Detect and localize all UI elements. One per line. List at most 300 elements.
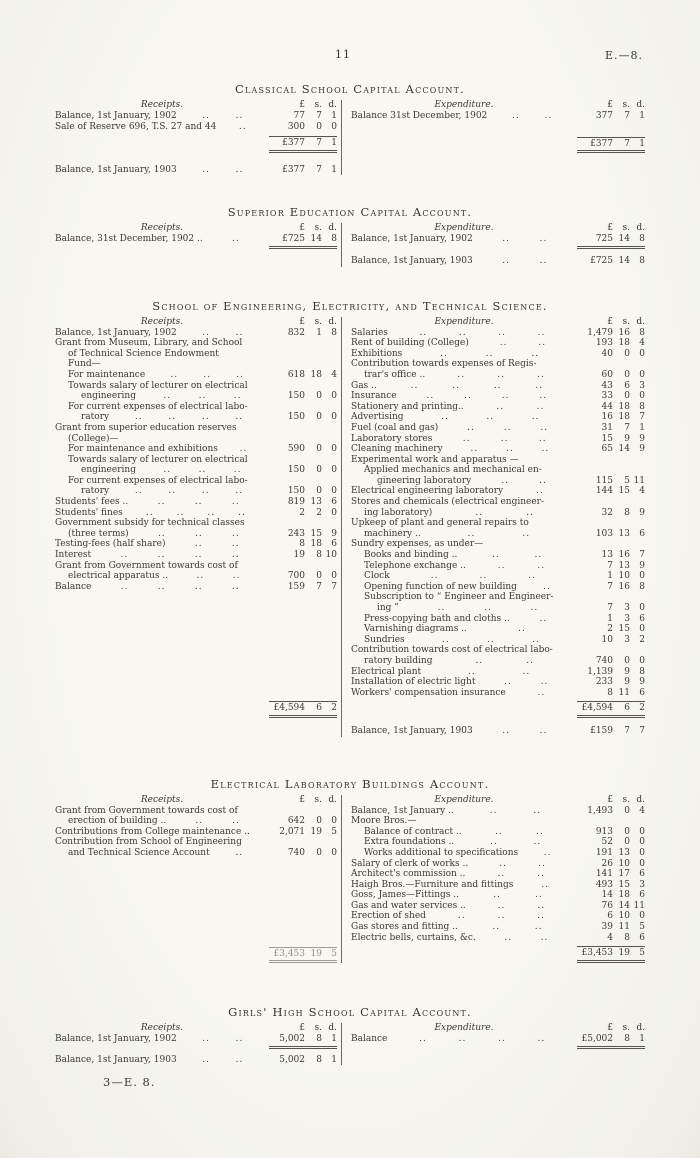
leader-dots: .. .. [502,725,548,736]
pence-heading: d. [328,794,337,805]
row-label: Contributions from College maintenance .. [55,826,250,837]
ledger-table [55,1023,645,1065]
total-row [55,135,337,153]
ledger-row [351,476,645,487]
amount-pence: 1 [639,1034,645,1045]
amount-shillings: 7 [316,111,322,121]
ledger-row [351,806,645,817]
amount-pounds: 144 [595,486,613,497]
amount [269,947,337,964]
leader-dots: .. .. .. .. [426,391,548,402]
row-label: Contribution towards expenses of Regis- [351,359,537,370]
amount-pounds: 60 [601,369,613,380]
amount-pence: 8 [639,327,645,338]
amount-pence: 9 [639,560,645,571]
ledger-row [55,806,337,817]
amount-pounds: 65 [601,444,613,455]
amount [577,402,645,413]
shillings-heading: s. [622,223,630,234]
amount-shillings: 3 [624,613,630,624]
amount-pounds: £4,594 [581,703,613,714]
ledger-row [55,412,337,423]
ledger-row [351,816,645,827]
leader-dots: .. .. [202,1034,244,1045]
amount-shillings: 15 [618,879,630,890]
amount-pence: 0 [639,655,645,666]
amount-pounds: 725 [595,234,613,245]
expenditure-rows [351,111,645,153]
ledger-row [351,370,645,381]
amount-pounds: 39 [601,922,613,933]
row-label: ing ” [377,603,399,613]
amount-shillings: 0 [316,816,322,827]
total-row [55,700,337,718]
amount-pence: 6 [331,539,337,550]
amount-pounds: 2,071 [279,826,305,837]
document-reference: E.—8. [604,49,643,62]
leader-dots: .. .. .. [170,369,244,380]
amount [577,677,645,688]
leader-dots: .. .. .. [457,911,545,922]
amount [577,381,645,392]
amount-shillings: 1 [316,327,322,338]
ledger-row [351,848,645,859]
amount-pence: 7 [331,581,337,592]
ledger-row [55,529,337,540]
ledger-row [55,165,337,176]
amount-shillings: 6 [624,380,630,391]
ledger-row [351,455,645,466]
row-label: Students' fines [55,507,123,518]
amount-pounds: 590 [287,444,305,455]
receipts-column [55,317,342,737]
total-row [351,700,645,718]
row-label: ing laboratory) [364,507,433,518]
receipts-rows [55,1034,337,1065]
amount-pence: 5 [639,948,645,959]
amount-pence: 0 [639,391,645,402]
row-label: Press-copying bath and cloths .. [364,613,510,624]
leader-dots: .. .. .. .. [120,581,240,592]
amount-shillings: 18 [310,369,322,380]
row-label: Advertising [351,412,404,423]
amount [577,486,645,497]
ledger-table [55,795,645,964]
ledger-row [351,561,645,572]
amount-shillings: 15 [310,528,322,539]
pound-heading: £ [299,316,305,327]
leader-dots: .. .. .. [157,528,240,539]
amount [577,701,645,718]
ledger-row [55,359,337,370]
amount-pence: 7 [639,550,645,561]
amount [577,869,645,880]
leader-dots: .. [238,121,247,132]
row-label: Upkeep of plant and general repairs to [351,518,529,529]
amount-shillings: 10 [618,571,630,582]
amount-pence: 0 [331,847,337,858]
leader-dots: .. .. [502,234,548,245]
ledger-row [55,349,337,360]
row-label: (College)— [68,433,119,444]
ledger-row [351,603,645,614]
amount [577,624,645,635]
row-label: Balance, 1st January, 1902 [55,327,177,338]
ledger-row [351,412,645,423]
leader-dots: .. [541,879,550,890]
ledger-row [351,486,645,497]
shillings-heading: s. [314,223,322,234]
amount [269,1055,337,1066]
account-girls-high-school [55,1005,645,1065]
leader-dots: .. .. .. .. [120,550,240,561]
currency-columns-heading [269,317,337,328]
ledger-row [351,256,645,267]
account-school-of-engineering [55,299,645,737]
amount-shillings: 16 [618,550,630,561]
amount [269,571,337,582]
row-label: Installation of electric light [351,677,476,688]
amount-shillings: 18 [618,401,630,412]
ledger-row [55,539,337,550]
row-label: Testing-fees (half share) [55,539,166,550]
amount-pounds: 77 [293,111,305,121]
amount [577,848,645,859]
amount-shillings: 18 [618,338,630,349]
pound-heading: £ [607,794,613,805]
page-footer-signature: 3—E. 8. [103,1075,156,1090]
row-label: Sundries [364,634,405,645]
amount [577,667,645,678]
leader-dots: .. .. [494,826,544,837]
ledger-row [55,1055,337,1066]
leader-dots: .. .. .. [467,422,549,433]
amount-pence: 8 [639,234,645,245]
row-label: electrical apparatus .. [68,571,169,582]
amount-pounds: £4,594 [273,703,305,714]
amount [577,582,645,593]
amount [577,111,645,122]
shillings-heading: s. [622,794,630,805]
ledger-table [55,317,645,737]
row-label: Grant from superior education reserves [55,422,237,433]
amount-pence: 11 [633,900,645,911]
leader-dots: .. .. [497,560,546,571]
amount-shillings: 8 [624,932,630,943]
amount-pounds: £3,453 [273,948,305,959]
row-label: Moore Bros.— [351,816,417,827]
row-label: Insurance [351,391,397,402]
ledger-row [55,111,337,122]
amount-pence: 0 [331,391,337,402]
amount-shillings: 14 [618,255,630,266]
amount-shillings: 14 [618,900,630,911]
amount [269,465,337,476]
amount-pounds: 40 [601,348,613,359]
amount-pence: 6 [639,687,645,698]
ledger-row [351,837,645,848]
row-label: Contribution towards cost of electrical labo- [351,645,553,656]
row-label: Stationery and printing.. [351,401,464,412]
row-label: Salaries [351,327,388,338]
amount-shillings: 14 [618,444,630,455]
currency-columns-heading [577,795,645,806]
account-title: Electrical Laboratory Buildings Account. [210,776,490,791]
leader-dots: .. .. .. .. [419,1034,546,1045]
row-label: For current expenses of electrical labo- [68,475,248,486]
amount-pence: 4 [331,369,337,380]
amount-pounds: 103 [595,528,613,539]
row-label: Laboratory stores [351,433,433,444]
expenditure-column-header [351,795,645,806]
amount-pounds: 150 [287,486,305,497]
expenditure-column-header [351,223,645,234]
shillings-heading: s. [314,794,322,805]
amount-pence: 0 [639,348,645,359]
row-label: engineering [81,391,136,402]
amount-pence: 1 [331,1054,337,1065]
amount-pounds: 819 [287,497,305,508]
row-label: Varnishing diagrams .. [364,624,467,635]
row-label: trar's office .. [364,369,426,380]
account-title: Girls' High School Capital Account. [228,1005,472,1020]
row-label: (three terms) [68,528,129,539]
row-label: Grant from Government towards cost of [55,805,238,816]
leader-dots: .. .. .. [437,603,539,613]
row-label: of Technical Science Endowment [68,348,219,359]
ledger-row [351,391,645,402]
ledger-row [55,476,337,487]
leader-dots: .. .. .. [457,369,545,380]
amount-pence: 9 [639,433,645,444]
amount-pounds: 8 [299,539,305,550]
amount-pounds: 1 [607,613,613,624]
ledger-row [55,837,337,848]
amount-pounds: 2 [299,507,305,518]
ledger-row [55,571,337,582]
amount-shillings: 0 [316,465,322,476]
ledger-row [55,816,337,827]
ledger-row [55,444,337,455]
shillings-heading: s. [622,100,630,110]
amount [577,603,645,614]
row-label: Balance [55,581,92,592]
leader-dots: .. .. .. [441,412,540,423]
receipts-column-header [55,100,337,111]
row-label: Balance, 1st January, 1902 [55,1034,177,1045]
ledger-row [351,550,645,561]
leader-dots: .. [543,581,551,592]
row-label: Students' fees .. [55,497,129,508]
amount-pounds: 4 [607,932,613,943]
amount-pence: 1 [639,422,645,433]
amount-pence: 9 [639,677,645,688]
amount-shillings: 9 [624,666,630,677]
leader-dots: .. .. [492,550,543,561]
amount-pounds: 5,002 [279,1034,305,1045]
amount-shillings: 0 [316,391,322,402]
amount-pounds: 150 [287,391,305,402]
amount [577,635,645,646]
amount-pounds: 52 [601,837,613,848]
ledger-row [55,561,337,572]
amount [269,816,337,827]
amount [577,859,645,870]
expenditure-rows [351,806,645,963]
receipts-heading: Receipts. [140,100,184,110]
amount-pence: 0 [639,603,645,613]
amount-pounds: 31 [601,422,613,433]
row-label: Works additional to specifications [364,847,519,858]
amount-pounds: 19 [293,550,305,561]
receipts-column [55,100,342,175]
amount-pence: 5 [331,826,337,837]
amount-shillings: 0 [624,348,630,359]
amount-pence: 5 [639,922,645,933]
amount-shillings: 5 [624,475,630,486]
amount-pence: 9 [639,444,645,455]
ledger-row [55,423,337,434]
amount [577,476,645,487]
amount-shillings: 2 [316,507,322,518]
ledger-row [351,933,645,944]
row-label: ratory [81,412,110,423]
amount-pounds: 14 [601,890,613,901]
ledger-row [55,497,337,508]
amount-shillings: 7 [624,111,630,121]
receipts-heading: Receipts. [140,794,184,805]
amount-pounds: 26 [601,858,613,869]
amount [269,122,337,133]
ledger-row [55,455,337,466]
amount-pounds: 243 [287,528,305,539]
ledger-row [55,381,337,392]
amount-pounds: 7 [607,581,613,592]
row-label: Sundry expenses, as under— [351,539,484,550]
ledger-row [351,1034,645,1049]
expenditure-column [342,317,645,737]
amount [577,933,645,944]
ledger-row [55,827,337,838]
leader-dots: .. .. [489,805,542,816]
amount [269,444,337,455]
leader-dots: .. .. .. [163,465,242,476]
currency-columns-heading [269,100,337,111]
row-label: Contribution from School of Engineering [55,837,242,848]
ledger-row [351,726,645,737]
pence-heading: d. [636,1023,645,1034]
ledger-row [351,402,645,413]
amount-shillings: 16 [618,327,630,338]
pence-heading: d. [636,316,645,327]
amount-pence: 11 [633,475,645,486]
amount-pence: 8 [639,255,645,266]
row-label: Erection of shed [351,911,426,922]
ledger-row [351,111,645,122]
row-label: Balance, 1st January, 1902 [55,111,177,121]
row-label: Sale of Reserve 696, T.S. 27 and 44 [55,121,217,132]
currency-columns-heading [269,223,337,234]
amount [577,391,645,402]
row-label: Balance 31st December, 1902 [351,111,488,121]
amount [577,837,645,848]
ledger-row [351,423,645,434]
amount-pounds: 493 [595,879,613,890]
expenditure-column [342,223,645,266]
ledger-row [55,391,337,402]
amount-shillings: 17 [618,869,630,880]
row-label: Balance, 1st January, 1903 [351,725,473,736]
amount [577,423,645,434]
ledger-row [55,508,337,519]
leader-dots: .. .. [202,164,244,175]
row-label: Interest [55,550,92,561]
amount-shillings: 8 [316,1054,322,1065]
row-label: Architect's commission .. [351,869,466,880]
amount [577,412,645,423]
row-label: ratory building [364,655,433,666]
amount-shillings: 10 [618,911,630,922]
amount [577,234,645,249]
amount-pence: 6 [331,497,337,508]
leader-dots: .. .. [467,666,531,677]
amount [577,338,645,349]
amount-pounds: 1,493 [587,805,613,816]
ledger-row [55,848,337,859]
ledger-row [351,624,645,635]
amount [269,486,337,497]
receipts-rows [55,111,337,175]
page-header [55,48,645,62]
ledger-row [55,402,337,413]
amount-pence: 7 [639,725,645,736]
ledger-row [351,667,645,678]
currency-columns-heading [269,1023,337,1034]
account-superior-education [55,205,645,266]
row-label: Balance [351,1034,388,1045]
pound-heading: £ [607,100,613,110]
amount-pence: 0 [331,444,337,455]
amount-pounds: £5,002 [581,1034,613,1045]
amount-pounds: 13 [601,550,613,561]
ledger-row [351,349,645,360]
currency-columns-heading [577,317,645,328]
row-label: and Technical Science Account [68,847,210,858]
ledger-row [351,434,645,445]
row-label: Balance, 1st January .. [351,805,454,816]
expenditure-heading: Expenditure. [434,1023,494,1034]
leader-dots: .. .. [512,111,553,121]
amount-shillings: 18 [618,412,630,423]
amount-pence: 0 [639,826,645,837]
amount [577,328,645,339]
ledger-row [351,444,645,455]
ledger-row [351,677,645,688]
pound-heading: £ [299,1023,305,1034]
amount [577,656,645,667]
expenditure-rows [351,234,645,266]
account-electrical-laboratory-buildings [55,777,645,964]
row-label: Government subsidy for technical classes [55,518,245,529]
row-label: Exhibitions [351,348,403,359]
amount [269,136,337,153]
amount-pounds: 8 [607,687,613,698]
row-label: For maintenance and exhibitions [68,444,218,455]
amount-pounds: 1,479 [587,327,613,338]
ledger-row [351,529,645,540]
leader-dots: .. .. .. [157,497,240,508]
row-label: Clock [364,571,390,582]
